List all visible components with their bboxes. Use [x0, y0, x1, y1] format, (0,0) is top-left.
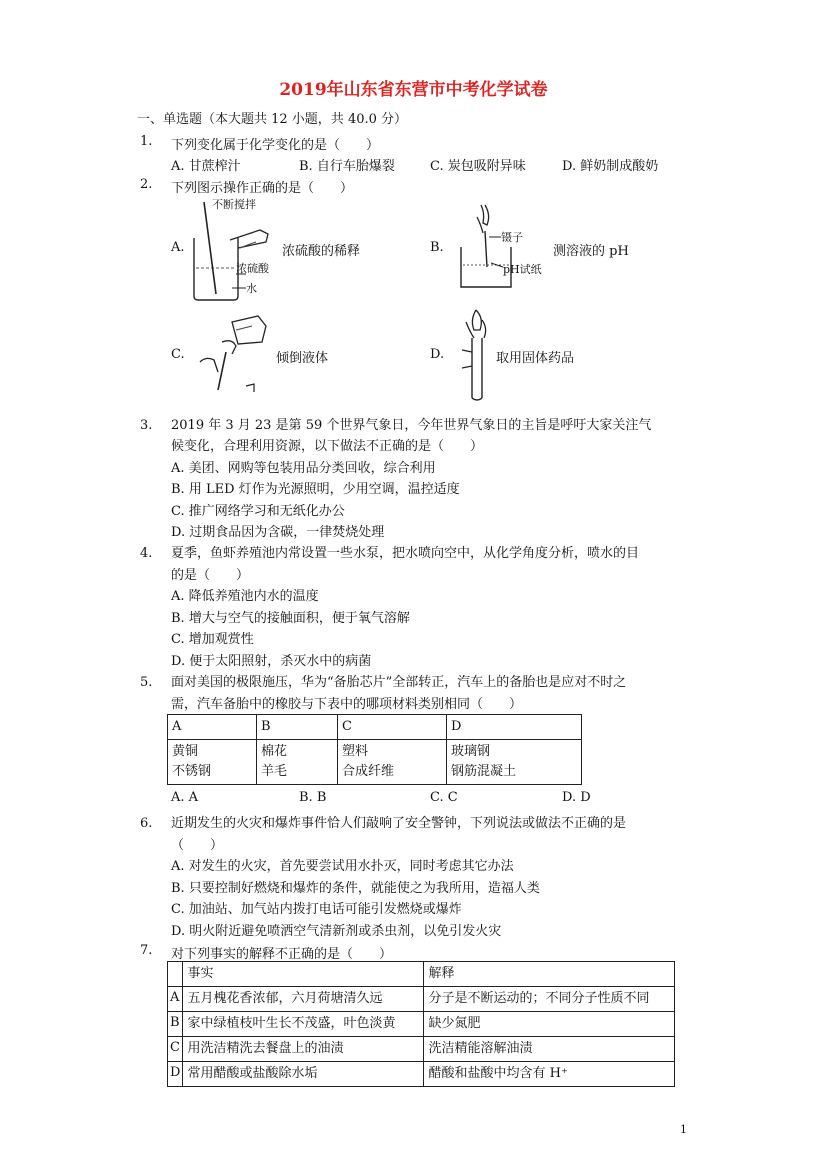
q1-option-d: D. 鲜奶制成酸奶 [562, 159, 659, 174]
q3-line2: 候变化，合理利用资源，以下做法不正确的是（ ） [171, 439, 484, 454]
q5-header-c: C [338, 715, 447, 740]
q3-line1: 2019 年 3 月 23 是第 59 个世界气象日，今年世界气象日的主旨是呼吁大家关注气 [171, 418, 652, 433]
label-tweezers: 镊子 [501, 231, 523, 244]
q6-option-b: B. 只要控制好燃烧和爆炸的条件，就能使之为我所用，造福人类 [171, 881, 540, 896]
q7-row-letter: D [168, 1062, 183, 1087]
q5-cell: 棉花 [261, 744, 288, 759]
q7-row-letter: C [168, 1037, 183, 1062]
q4-option-d: D. 便于太阳照射，杀灭水中的病菌 [171, 654, 372, 669]
q2-option-b-caption: 测溶液的 pH [553, 244, 629, 259]
q5-header-d: D [447, 715, 582, 740]
q5-option-a: A. A [171, 790, 199, 805]
q5-header-b: B [257, 715, 338, 740]
q1-option-b: B. 自行车胎爆裂 [299, 159, 395, 174]
page-title: 2019年山东省东营市中考化学试卷 [279, 80, 548, 100]
q2-option-d-caption: 取用固体药品 [496, 351, 575, 366]
q5-cell: 合成纤维 [342, 764, 395, 779]
q5-cell: 不锈钢 [172, 764, 212, 779]
pouring-liquid-diagram-image [192, 312, 270, 398]
dilution-diagram-image [190, 198, 280, 302]
q6-option-c: C. 加油站、加气站内拨打电话可能引发燃烧或爆炸 [171, 902, 462, 917]
q5-cell: 羊毛 [261, 764, 288, 779]
q3-option-d: D. 过期食品因为含碳，一律焚烧处理 [171, 525, 385, 540]
q5-cell: 玻璃钢 [451, 744, 491, 759]
q1-text: 下列变化属于化学变化的是（ ） [171, 138, 380, 153]
q7-row-explanation: 分子是不断运动的；不同分子性质不同 [424, 987, 675, 1012]
q1-number: 1. [140, 134, 153, 149]
q4-option-c: C. 增加观赏性 [171, 632, 254, 647]
q5-header-a: A [168, 715, 257, 740]
q2-option-b-letter: B. [430, 240, 444, 255]
q7-row-explanation: 醋酸和盐酸中均含有 H⁺ [424, 1062, 675, 1087]
q6-line1: 近期发生的火灾和爆炸事件恰人们敲响了安全警钟，下列说法或做法不正确的是 [171, 816, 627, 831]
section-heading: 一、单选题（本大题共 12 小题，共 40.0 分） [137, 112, 408, 127]
q7-header-explanation: 解释 [424, 962, 675, 987]
solid-reagent-diagram-image [456, 308, 496, 402]
q2-option-a-caption: 浓硫酸的稀释 [282, 244, 361, 259]
q7-row-fact: 用洗洁精洗去餐盘上的油渍 [183, 1037, 424, 1062]
q3-option-b: B. 用 LED 灯作为光源照明，少用空调，温控适度 [171, 482, 460, 497]
q2-option-a-letter: A. [171, 240, 185, 255]
page-number: 1 [680, 1123, 687, 1136]
q3-number: 3. [140, 418, 153, 433]
q7-row-fact: 家中绿植枝叶生长不茂盛，叶色淡黄 [183, 1012, 424, 1037]
q7-row-letter: B [168, 1012, 183, 1037]
label-water: 水 [246, 282, 257, 295]
q5-cell: 黄铜 [172, 744, 199, 759]
q7-row-fact: 五月槐花香浓郁，六月荷塘清久远 [183, 987, 424, 1012]
q7-header-blank [168, 962, 183, 987]
q7-row-letter: A [168, 987, 183, 1012]
q1-option-a: A. 甘蔗榨汁 [171, 159, 241, 174]
q5-option-b: B. B [299, 790, 327, 805]
q5-line2: 需，汽车备胎中的橡胶与下表中的哪项材料类别相同（ ） [171, 697, 523, 712]
q4-number: 4. [140, 546, 153, 561]
q2-number: 2. [140, 177, 153, 192]
ph-test-diagram-image [455, 203, 550, 293]
q7-row-explanation: 洗洁精能溶解油渍 [424, 1037, 675, 1062]
q5-line1: 面对美国的极限施压，华为“备胎芯片”全部转正，汽车上的备胎也是应对不时之 [171, 675, 627, 690]
q2-text: 下列图示操作正确的是（ ） [171, 181, 354, 196]
q2-option-d-letter: D. [430, 347, 445, 362]
q3-option-c: C. 推广网络学习和无纸化办公 [171, 504, 345, 519]
q7-row-explanation: 缺少氮肥 [424, 1012, 675, 1037]
q7-number: 7. [140, 943, 153, 958]
q5-cell: 钢筋混凝土 [451, 764, 517, 779]
q6-option-d: D. 明火附近避免喷洒空气清新剂或杀虫剂，以免引发火灾 [171, 924, 502, 939]
q7-header-fact: 事实 [183, 962, 424, 987]
q3-option-a: A. 美团、网购等包装用品分类回收，综合利用 [171, 461, 436, 476]
q7-facts-table [167, 961, 675, 1087]
q7-row-fact: 常用醋酸或盐酸除水垢 [183, 1062, 424, 1087]
label-stirring: 不断搅拌 [212, 198, 256, 211]
q5-number: 5. [140, 675, 153, 690]
q4-line1: 夏季，鱼虾养殖池内常设置一些水泵，把水喷向空中，从化学角度分析，喷水的目 [171, 546, 640, 561]
q5-option-d: D. D [562, 790, 591, 805]
q1-option-c: C. 炭包吸附异味 [430, 159, 526, 174]
q2-option-c-caption: 倾倒液体 [276, 351, 329, 366]
q6-option-a: A. 对发生的火灾，首先要尝试用水扑灭，同时考虑其它办法 [171, 859, 514, 874]
q2-option-c-letter: C. [171, 347, 185, 362]
q6-line2: （ ） [171, 838, 224, 853]
q5-materials-table [167, 714, 582, 785]
q7-text: 对下列事实的解释不正确的是（ ） [171, 947, 393, 962]
q4-line2: 的是（ ） [171, 568, 250, 583]
q5-cell: 塑料 [342, 744, 369, 759]
label-conc-sulfuric-acid: 浓硫酸 [236, 262, 269, 275]
q4-option-a: A. 降低养殖池内水的温度 [171, 589, 319, 604]
q4-option-b: B. 增大与空气的接触面积，便于氧气溶解 [171, 611, 410, 626]
q6-number: 6. [140, 816, 153, 831]
label-ph-paper: pH试纸 [503, 263, 542, 276]
q5-option-c: C. C [430, 790, 458, 805]
